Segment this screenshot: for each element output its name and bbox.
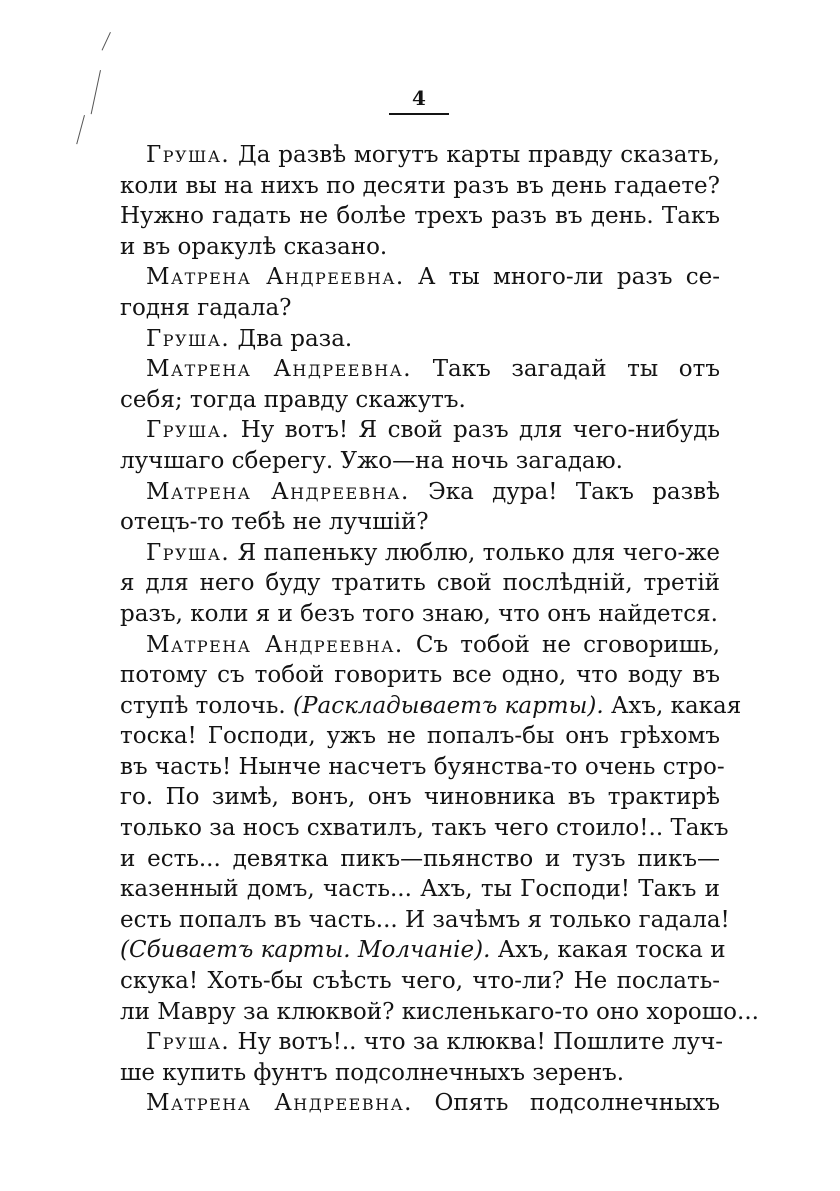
line-text: лучшаго сберегу. Ужо—на ночь загадаю. (120, 447, 623, 474)
text-line (120, 1058, 720, 1089)
speaker-name: Матрена Андреевна. (146, 631, 404, 658)
text-line (120, 782, 720, 813)
line-text: Эка дура! Такъ развѣ (409, 478, 721, 505)
text-line (120, 1027, 724, 1058)
text-line (120, 874, 720, 905)
text-line (120, 1088, 720, 1119)
text-line (120, 721, 720, 752)
stage-direction: (Сбиваетъ карты. Молчаніе). (120, 937, 491, 964)
page-number-rule (389, 113, 449, 115)
text-line (120, 813, 729, 844)
speaker-name: Груша. (146, 142, 231, 168)
text-line (120, 171, 720, 202)
line-text: ше купить фунтъ подсолнечныхъ зеренъ. (120, 1059, 625, 1086)
line-text: Ахъ, какая (603, 692, 742, 719)
page-number: 4 (412, 86, 426, 110)
text-line (120, 293, 720, 324)
line-text: А ты много-ли разъ се- (404, 264, 720, 291)
text-line (120, 599, 720, 630)
line-text: Ну вотъ!.. что за клюква! Пошлите луч- (230, 1029, 724, 1056)
line-text: Ахъ, какая тоска и (490, 937, 726, 964)
speaker-name: Матрена Андреевна. (146, 356, 413, 383)
line-text: го. По зимѣ, вонъ, онъ чиновника въ трактирѣ (120, 784, 720, 811)
line-text: есть попалъ въ часть... И зачѣмъ я только гадала! (120, 906, 730, 933)
text-line (120, 997, 759, 1028)
text-line (120, 568, 720, 599)
speaker-name: Матрена Андреевна. (146, 1090, 413, 1117)
speaker-name: Груша. (146, 417, 231, 444)
line-text: коли вы на нихъ по десяти разъ въ день гадаете? (120, 172, 720, 199)
line-text: Ну вотъ! Я свой разъ для чего-нибудь (230, 417, 720, 444)
text-line (120, 844, 720, 875)
text-line (120, 201, 720, 232)
line-text: и есть... девятка пикъ—пьянство и тузъ пикъ— (120, 845, 720, 872)
line-text: ступѣ толочь. (120, 692, 294, 719)
line-text: Такъ загадай ты отъ (412, 356, 721, 383)
line-text: я для него буду тратить свой послѣдній, третій (120, 570, 720, 597)
line-text: Съ тобой не сговоришь, (403, 631, 721, 658)
line-text: Два раза. (230, 325, 353, 352)
line-text: отецъ-то тебѣ не лучшій? (120, 509, 429, 536)
speaker-name: Груша. (146, 539, 231, 566)
text-line (120, 232, 720, 263)
text-line (120, 385, 720, 416)
line-text: Нужно гадать не болѣе трехъ разъ въ день. Такъ (120, 203, 720, 230)
text-line (120, 507, 720, 538)
line-text: Да развѣ могутъ карты правду сказать, (230, 142, 720, 168)
text-line (120, 415, 720, 446)
speaker-name: Груша. (146, 325, 231, 352)
text-line (120, 630, 720, 661)
margin-pencil-mark (91, 70, 101, 114)
text-line (120, 935, 726, 966)
text-line (120, 446, 720, 477)
text-line (120, 752, 725, 783)
line-text: казенный домъ, часть... Ахъ, ты Господи! Такъ и (120, 876, 720, 903)
line-text: ли Мавру за клюквой? кисленькаго-то оно хорошо... (120, 998, 759, 1025)
body-text (120, 140, 759, 1119)
line-text: себя; тогда правду скажутъ. (120, 386, 466, 413)
stage-direction: (Раскладываетъ карты). (293, 692, 604, 719)
text-line (120, 966, 720, 997)
speaker-name: Груша. (146, 1029, 231, 1056)
text-line (120, 324, 720, 355)
line-text: годня гадала? (120, 294, 292, 321)
margin-pencil-mark (76, 115, 85, 144)
line-text: въ часть! Нынче насчетъ буянства-то очень стро- (120, 753, 725, 780)
text-line (120, 905, 730, 936)
line-text: скука! Хоть-бы съѣсть чего, что-ли? Не послать- (120, 968, 720, 995)
speaker-name: Матрена Андреевна. (146, 478, 410, 505)
line-text: тоска! Господи, ужъ не попалъ-бы онъ грѣхомъ (120, 723, 720, 750)
line-text: потому съ тобой говорить все одно, что воду въ (120, 662, 720, 689)
line-text: разъ, коли я и безъ того знаю, что онъ найдется. (120, 600, 718, 627)
text-line (120, 262, 720, 293)
speaker-name: Матрена Андреевна. (146, 264, 405, 291)
margin-pencil-mark (102, 32, 111, 51)
text-line (120, 538, 720, 569)
text-line (120, 477, 720, 508)
line-text: Я папеньку люблю, только для чего-же (230, 539, 720, 566)
text-line (120, 660, 720, 691)
line-text: и въ оракулѣ сказано. (120, 233, 388, 260)
text-line (120, 691, 742, 722)
line-text: Опять подсолнечныхъ (413, 1090, 720, 1117)
text-line (120, 354, 720, 385)
text-line (120, 140, 720, 171)
line-text: только за носъ схватилъ, такъ чего стоило!.. Такъ (120, 815, 729, 842)
